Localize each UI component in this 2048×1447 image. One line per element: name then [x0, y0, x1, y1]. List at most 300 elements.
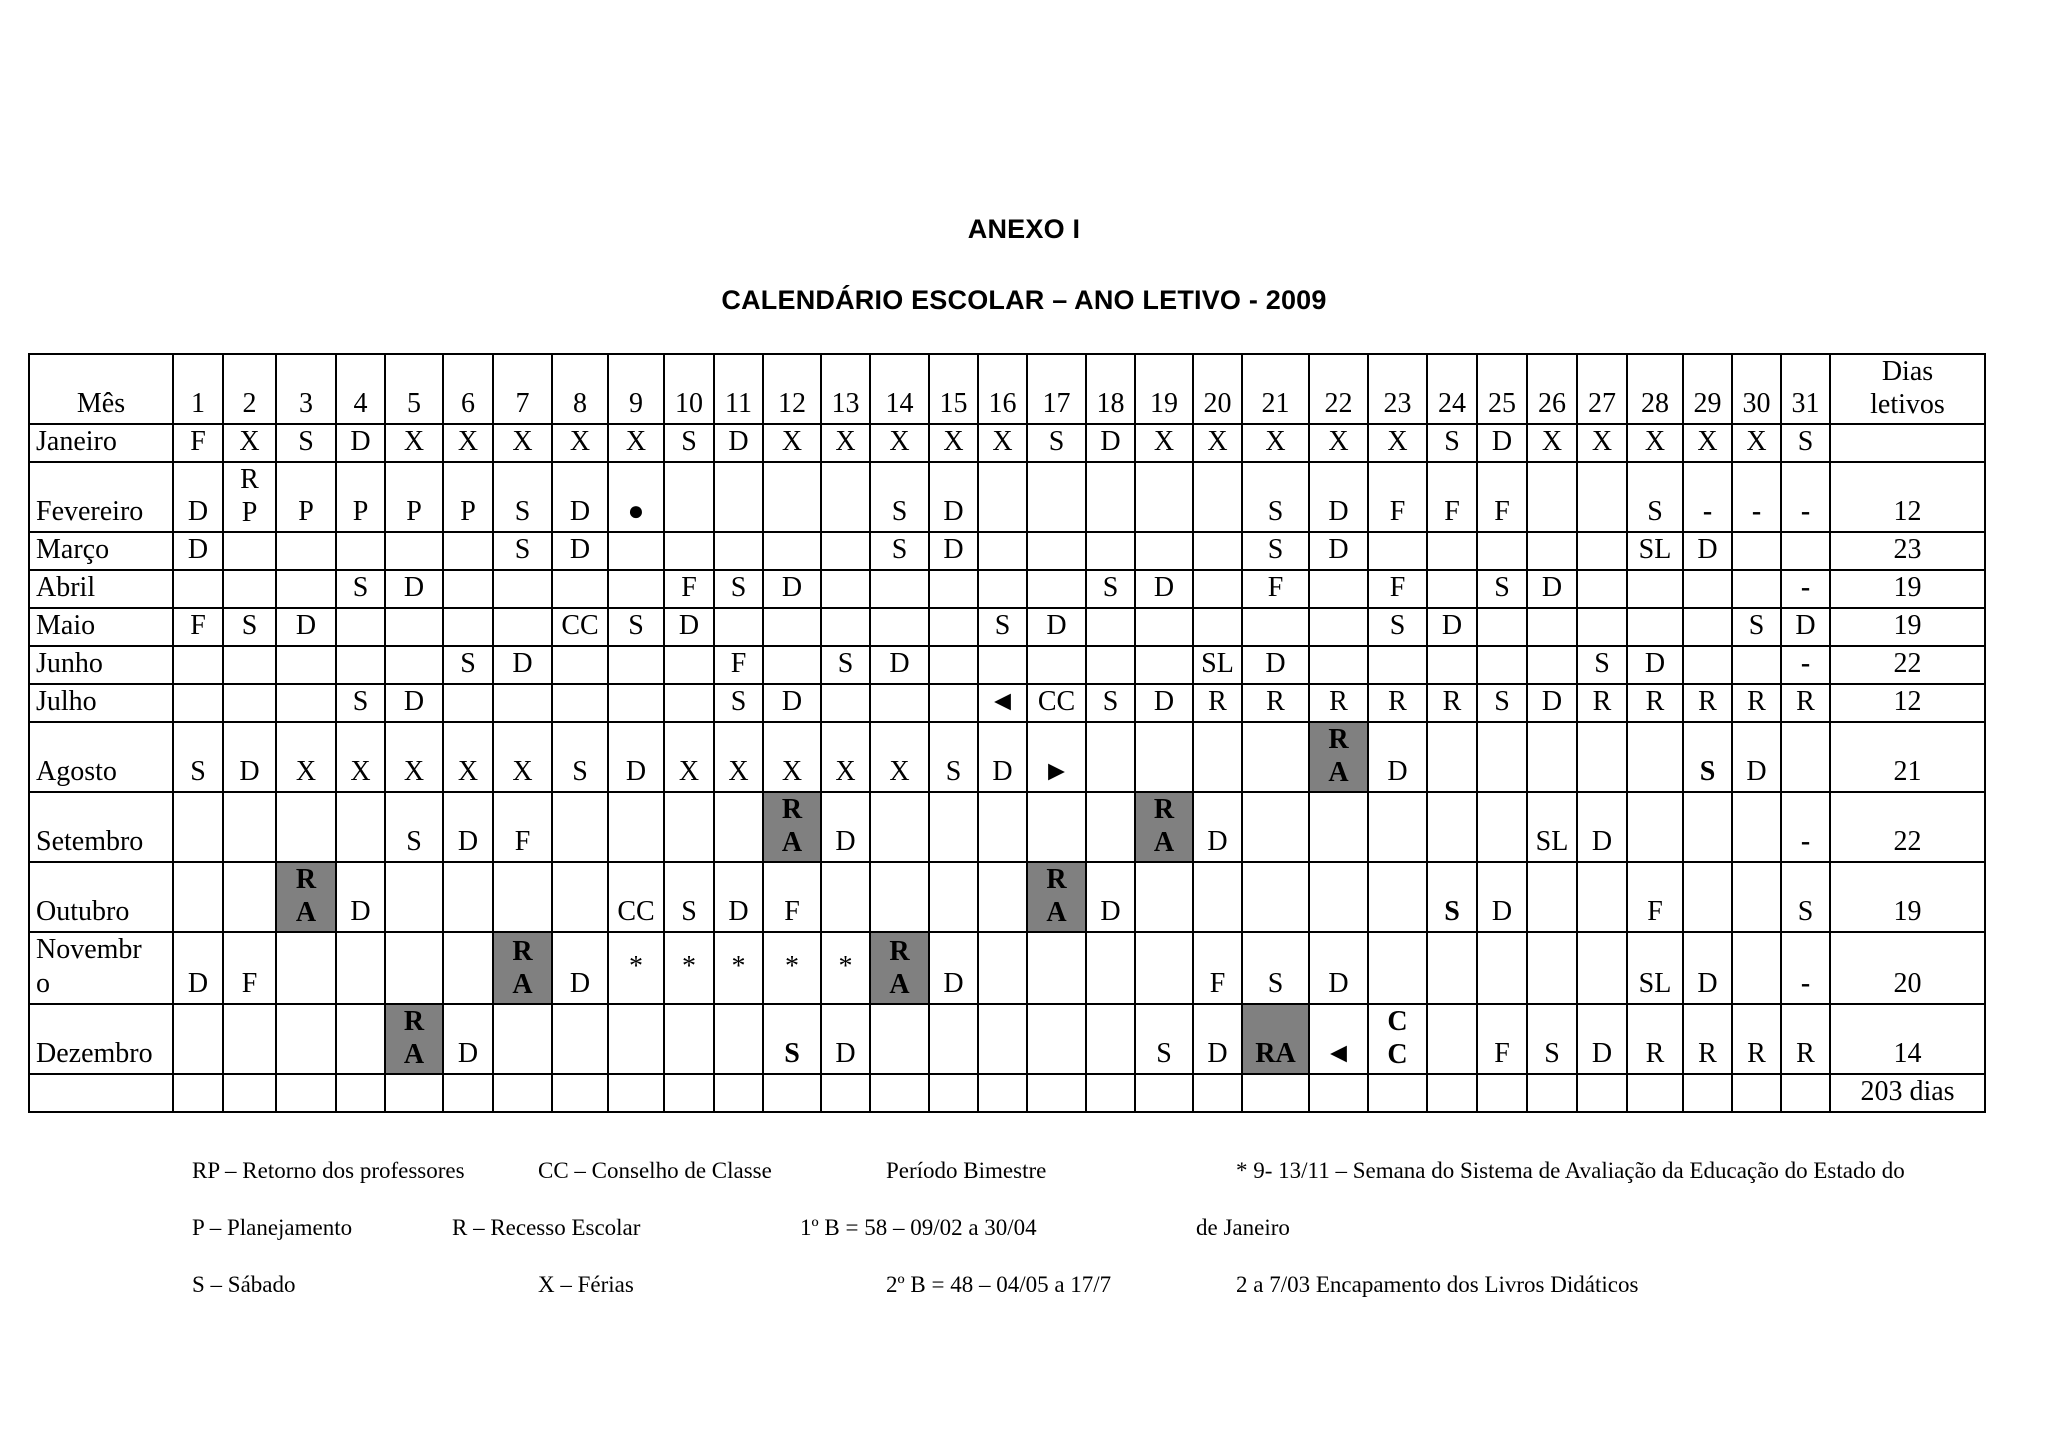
day-cell	[1309, 1074, 1368, 1112]
day-cell	[978, 932, 1027, 1004]
day-cell: D	[173, 462, 223, 532]
day-cell	[714, 608, 763, 646]
day-cell	[1309, 646, 1368, 684]
header-day: 15	[929, 354, 978, 424]
day-cell: X	[1193, 424, 1242, 462]
day-cell: D	[1627, 646, 1683, 684]
day-cell: D	[173, 932, 223, 1004]
document-heading: ANEXO I	[967, 214, 1081, 244]
month-name: Setembro	[29, 792, 173, 862]
month-row	[29, 862, 1985, 932]
day-cell: D	[714, 862, 763, 932]
day-cell	[223, 792, 276, 862]
day-cell: P	[385, 462, 443, 532]
day-cell	[1135, 792, 1193, 862]
day-cell	[173, 862, 223, 932]
month-row	[29, 792, 1985, 862]
day-cell: D	[929, 932, 978, 1004]
day-cell	[870, 932, 929, 1004]
day-cell-line1: R	[1153, 794, 1175, 825]
day-cell	[552, 862, 608, 932]
day-cell	[223, 684, 276, 722]
day-cell: S	[714, 570, 763, 608]
day-cell	[493, 932, 552, 1004]
header-day: 17	[1027, 354, 1086, 424]
day-cell	[443, 684, 493, 722]
day-cell: ►	[1027, 722, 1086, 792]
day-cell: D	[870, 646, 929, 684]
day-cell	[1309, 722, 1368, 792]
day-cell	[1368, 532, 1427, 570]
day-cell: D	[929, 462, 978, 532]
day-cell	[1242, 792, 1309, 862]
day-cell: ◄	[978, 684, 1027, 722]
day-cell	[173, 1074, 223, 1112]
day-cell	[552, 792, 608, 862]
day-cell	[336, 608, 385, 646]
day-cell: -	[1781, 932, 1830, 1004]
day-cell: P	[276, 462, 336, 532]
day-cell: *	[608, 932, 664, 1004]
day-cell	[1577, 608, 1627, 646]
day-cell	[276, 1074, 336, 1112]
day-cell	[1627, 608, 1683, 646]
day-cell	[1527, 932, 1577, 1004]
day-cell	[1193, 462, 1242, 532]
header-month: Mês	[29, 354, 173, 424]
month-name: Abril	[29, 570, 173, 608]
day-cell: S	[1135, 1004, 1193, 1074]
day-cell: -	[1781, 462, 1830, 532]
month-row	[29, 462, 1985, 532]
header-day: 8	[552, 354, 608, 424]
day-cell: X	[870, 424, 929, 462]
header-day: 19	[1135, 354, 1193, 424]
day-cell-line1: R	[240, 464, 259, 495]
day-cell	[1027, 862, 1086, 932]
day-cell: S	[763, 1004, 821, 1074]
month-name-line2: o	[36, 968, 50, 999]
day-cell: X	[978, 424, 1027, 462]
month-name: Outubro	[29, 862, 173, 932]
month-name: Fevereiro	[29, 462, 173, 532]
day-cell	[1368, 932, 1427, 1004]
day-cell	[1368, 792, 1427, 862]
day-cell-line1: R	[889, 936, 910, 967]
day-cell: X	[552, 424, 608, 462]
month-name-line1: Novembr	[36, 934, 142, 965]
day-cell: D	[336, 862, 385, 932]
day-cell	[821, 462, 870, 532]
day-cell	[385, 646, 443, 684]
day-cell: X	[714, 722, 763, 792]
day-cell: *	[664, 932, 714, 1004]
day-cell	[493, 608, 552, 646]
header-day: 27	[1577, 354, 1627, 424]
day-cell: D	[1086, 424, 1135, 462]
header-total	[1830, 354, 1985, 424]
day-cell: X	[443, 424, 493, 462]
month-name: Julho	[29, 684, 173, 722]
dias-letivos-cell	[1830, 424, 1985, 462]
day-cell	[336, 646, 385, 684]
day-cell	[1309, 570, 1368, 608]
day-cell	[1135, 646, 1193, 684]
day-cell: -	[1683, 462, 1732, 532]
header-day: 16	[978, 354, 1027, 424]
day-cell: D	[714, 424, 763, 462]
day-cell: X	[385, 424, 443, 462]
day-cell	[1086, 462, 1135, 532]
header-day: 18	[1086, 354, 1135, 424]
day-cell	[1732, 1074, 1781, 1112]
day-cell: S	[443, 646, 493, 684]
legend-cc: CC – Conselho de Classe	[538, 1158, 772, 1183]
day-cell: D	[1577, 1004, 1627, 1074]
day-cell	[763, 646, 821, 684]
day-cell	[1683, 570, 1732, 608]
day-cell-line2: A	[295, 897, 317, 928]
day-cell: D	[929, 532, 978, 570]
day-cell	[870, 1074, 929, 1112]
day-cell	[1135, 862, 1193, 932]
day-cell	[1427, 1004, 1477, 1074]
day-cell: S	[929, 722, 978, 792]
day-cell: S	[870, 532, 929, 570]
day-cell: X	[1683, 424, 1732, 462]
month-row	[29, 424, 1985, 462]
dias-letivos-cell: 20	[1830, 932, 1985, 1004]
day-cell	[929, 646, 978, 684]
day-cell	[223, 532, 276, 570]
day-cell: S	[276, 424, 336, 462]
day-cell-line2: A	[889, 969, 910, 1000]
day-cell	[608, 684, 664, 722]
day-cell: D	[552, 932, 608, 1004]
day-cell: F	[173, 424, 223, 462]
day-cell: S	[664, 424, 714, 462]
month-row	[29, 608, 1985, 646]
day-cell	[1477, 646, 1527, 684]
day-cell	[1193, 532, 1242, 570]
day-cell: -	[1781, 570, 1830, 608]
day-cell	[1135, 1074, 1193, 1112]
day-cell	[1683, 792, 1732, 862]
day-cell	[1781, 1074, 1830, 1112]
day-cell	[929, 1004, 978, 1074]
day-cell	[1027, 1004, 1086, 1074]
day-cell: *	[821, 932, 870, 1004]
month-row	[29, 932, 1985, 1004]
day-cell: R	[1368, 684, 1427, 722]
day-cell	[1027, 792, 1086, 862]
day-cell: X	[763, 722, 821, 792]
day-cell	[1309, 608, 1368, 646]
day-cell	[1027, 932, 1086, 1004]
day-cell: S	[173, 722, 223, 792]
day-cell	[1477, 722, 1527, 792]
day-cell	[978, 862, 1027, 932]
day-cell-line1: R	[1046, 864, 1067, 895]
day-cell: S	[1427, 424, 1477, 462]
header-day: 13	[821, 354, 870, 424]
header-day: 22	[1309, 354, 1368, 424]
day-cell: SL	[1627, 532, 1683, 570]
legend-periodo: Período Bimestre	[886, 1158, 1047, 1183]
day-cell	[664, 792, 714, 862]
day-cell: R	[1577, 684, 1627, 722]
day-cell	[1135, 532, 1193, 570]
day-cell	[443, 932, 493, 1004]
day-cell	[552, 646, 608, 684]
day-cell	[929, 862, 978, 932]
day-cell-line2: A	[1153, 827, 1175, 858]
month-name	[29, 932, 173, 1004]
day-cell: D	[1368, 722, 1427, 792]
day-cell	[1427, 722, 1477, 792]
day-cell: D	[173, 532, 223, 570]
day-cell: D	[763, 570, 821, 608]
day-cell	[336, 792, 385, 862]
day-cell	[664, 684, 714, 722]
day-cell	[443, 862, 493, 932]
day-cell: X	[1577, 424, 1627, 462]
day-cell	[223, 462, 276, 532]
day-cell	[978, 1074, 1027, 1112]
legend-rp: RP – Retorno dos professores	[192, 1158, 465, 1183]
day-cell	[978, 792, 1027, 862]
day-cell	[552, 570, 608, 608]
dias-letivos-cell: 12	[1830, 462, 1985, 532]
day-cell	[763, 1074, 821, 1112]
day-cell	[1027, 646, 1086, 684]
day-cell	[714, 1004, 763, 1074]
day-cell: D	[1527, 570, 1577, 608]
legend-s: S – Sábado	[192, 1272, 296, 1297]
day-cell	[336, 932, 385, 1004]
day-cell: F	[1242, 570, 1309, 608]
day-cell	[1781, 722, 1830, 792]
day-cell	[608, 570, 664, 608]
legend-p: P – Planejamento	[192, 1215, 353, 1240]
day-cell	[1527, 608, 1577, 646]
header-day: 14	[870, 354, 929, 424]
day-cell	[1135, 608, 1193, 646]
day-cell: S	[1477, 570, 1527, 608]
day-cell: D	[1427, 608, 1477, 646]
header-day: 11	[714, 354, 763, 424]
day-cell	[608, 1074, 664, 1112]
day-cell	[1683, 646, 1732, 684]
day-cell: D	[821, 792, 870, 862]
day-cell: D	[1242, 646, 1309, 684]
day-cell	[493, 570, 552, 608]
day-cell	[173, 792, 223, 862]
day-cell	[552, 684, 608, 722]
day-cell	[493, 1074, 552, 1112]
month-row	[29, 1004, 1985, 1074]
day-cell	[763, 608, 821, 646]
legend-r: R – Recesso Escolar	[452, 1215, 641, 1240]
day-cell: D	[608, 722, 664, 792]
day-cell: F	[223, 932, 276, 1004]
day-cell	[493, 684, 552, 722]
day-cell	[1577, 570, 1627, 608]
day-cell: R	[1627, 1004, 1683, 1074]
day-cell: F	[1427, 462, 1477, 532]
month-name: Março	[29, 532, 173, 570]
day-cell: X	[608, 424, 664, 462]
day-cell: S	[1368, 608, 1427, 646]
day-cell	[385, 1004, 443, 1074]
day-cell: S	[1242, 462, 1309, 532]
day-cell	[714, 792, 763, 862]
day-cell	[1732, 932, 1781, 1004]
day-cell: S	[1781, 424, 1830, 462]
day-cell: X	[929, 424, 978, 462]
day-cell: X	[1627, 424, 1683, 462]
dias-letivos-cell: 19	[1830, 862, 1985, 932]
day-cell: R	[1781, 1004, 1830, 1074]
day-cell	[276, 1004, 336, 1074]
day-cell	[1427, 792, 1477, 862]
day-cell: -	[1781, 792, 1830, 862]
day-cell	[664, 532, 714, 570]
day-cell: -	[1781, 646, 1830, 684]
dias-letivos-cell: 14	[1830, 1004, 1985, 1074]
header-day: 4	[336, 354, 385, 424]
dias-letivos-cell: 22	[1830, 646, 1985, 684]
day-cell: S	[1027, 424, 1086, 462]
legend-bimestre-2: 2º B = 48 – 04/05 a 17/7	[886, 1272, 1112, 1297]
day-cell-line2: A	[512, 969, 533, 1000]
day-cell: *	[714, 932, 763, 1004]
calendar-table	[28, 353, 1986, 1113]
day-cell: SL	[1627, 932, 1683, 1004]
day-cell: R	[1427, 684, 1477, 722]
day-cell: D	[223, 722, 276, 792]
day-cell: D	[1027, 608, 1086, 646]
day-cell: S	[1427, 862, 1477, 932]
header-day: 21	[1242, 354, 1309, 424]
day-cell: D	[1732, 722, 1781, 792]
day-cell	[385, 932, 443, 1004]
day-cell: X	[385, 722, 443, 792]
day-cell	[223, 646, 276, 684]
day-cell	[173, 684, 223, 722]
day-cell: X	[1732, 424, 1781, 462]
day-cell	[763, 462, 821, 532]
day-cell: D	[664, 608, 714, 646]
dias-letivos-cell: 19	[1830, 608, 1985, 646]
dias-letivos-cell: 21	[1830, 722, 1985, 792]
month-row	[29, 1074, 1985, 1112]
day-cell: ●	[608, 462, 664, 532]
day-cell: X	[493, 424, 552, 462]
day-cell	[1427, 532, 1477, 570]
header-day: 24	[1427, 354, 1477, 424]
day-cell: D	[1309, 532, 1368, 570]
day-cell	[1427, 570, 1477, 608]
day-cell: R	[1732, 684, 1781, 722]
day-cell-line2: A	[1046, 897, 1067, 928]
day-cell	[223, 862, 276, 932]
day-cell	[608, 1004, 664, 1074]
day-cell: F	[1477, 462, 1527, 532]
day-cell: F	[1627, 862, 1683, 932]
day-cell	[1309, 792, 1368, 862]
dias-letivos-cell: 203 dias	[1830, 1074, 1985, 1112]
day-cell: D	[1477, 862, 1527, 932]
month-row	[29, 646, 1985, 684]
day-cell	[385, 1074, 443, 1112]
day-cell	[763, 532, 821, 570]
header-total-line1: Dias	[1881, 356, 1934, 387]
day-cell: S	[821, 646, 870, 684]
day-cell: D	[1135, 570, 1193, 608]
dias-letivos-cell: 19	[1830, 570, 1985, 608]
day-cell: X	[276, 722, 336, 792]
day-cell	[1368, 1074, 1427, 1112]
day-cell-line2: C	[1387, 1039, 1408, 1070]
dias-letivos-cell: 22	[1830, 792, 1985, 862]
header-day: 29	[1683, 354, 1732, 424]
day-cell: X	[870, 722, 929, 792]
day-cell	[1427, 646, 1477, 684]
day-cell	[1577, 532, 1627, 570]
day-cell	[1477, 1074, 1527, 1112]
day-cell	[929, 608, 978, 646]
day-cell	[714, 462, 763, 532]
day-cell	[870, 570, 929, 608]
header-day: 31	[1781, 354, 1830, 424]
day-cell	[821, 532, 870, 570]
day-cell: D	[385, 684, 443, 722]
day-cell: X	[443, 722, 493, 792]
day-cell: D	[276, 608, 336, 646]
day-cell	[1577, 932, 1627, 1004]
day-cell	[1027, 1074, 1086, 1112]
day-cell	[870, 862, 929, 932]
day-cell	[821, 684, 870, 722]
day-cell: S	[336, 684, 385, 722]
header-day: 5	[385, 354, 443, 424]
day-cell	[1368, 646, 1427, 684]
day-cell	[608, 646, 664, 684]
day-cell: R	[1732, 1004, 1781, 1074]
day-cell: D	[1309, 932, 1368, 1004]
day-cell: X	[821, 722, 870, 792]
day-cell: ◄	[1309, 1004, 1368, 1074]
day-cell	[1427, 932, 1477, 1004]
day-cell: R	[1627, 684, 1683, 722]
day-cell: D	[1527, 684, 1577, 722]
day-cell: CC	[552, 608, 608, 646]
day-cell	[978, 646, 1027, 684]
day-cell-line1: C	[1387, 1006, 1408, 1037]
day-cell: R	[1683, 1004, 1732, 1074]
day-cell	[1242, 1074, 1309, 1112]
day-cell	[929, 1074, 978, 1112]
day-cell: CC	[608, 862, 664, 932]
day-cell	[336, 532, 385, 570]
day-cell: R	[1683, 684, 1732, 722]
day-cell	[870, 684, 929, 722]
day-cell	[223, 1004, 276, 1074]
day-cell	[1027, 532, 1086, 570]
header-day: 12	[763, 354, 821, 424]
day-cell	[929, 570, 978, 608]
